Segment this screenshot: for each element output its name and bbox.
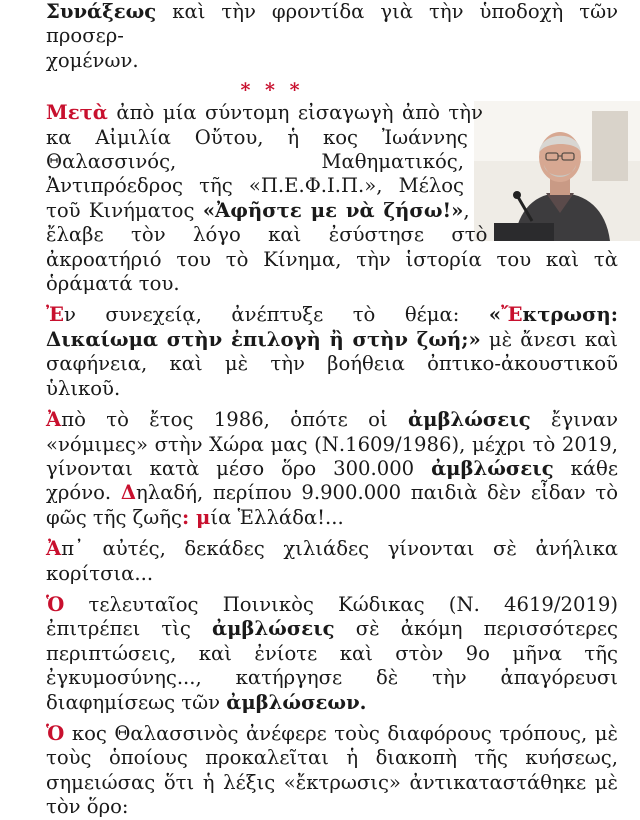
para3-text-2: ἔγιναν «νόμιμες» στὴν Χώρα μας (Ν.1609/1986), μέχρι τὸ 2019, γίνονται κατὰ μέσο ὅρο 300.000 xyxy=(46,408,618,480)
drop-lead: Ὁ xyxy=(46,592,65,616)
para4-text: π᾽ αὐτές, δεκάδες χιλιάδες γίνονται σὲ ἀνήλικα κορίτσια... xyxy=(46,537,618,585)
paragraph-topic xyxy=(46,303,618,401)
paragraph-gap xyxy=(46,586,618,593)
para3-text-4: ηλαδή, περίπου 9.900.000 παιδιὰ δὲν εἶδαν τὸ φῶς τῆς ζωῆς xyxy=(46,481,618,529)
quote-initial: Ἔ xyxy=(501,303,523,327)
speaker-photo-image xyxy=(474,101,640,241)
topic-title: κτρωση: Δικαίωμα στὴν ἐπιλογὴ ἢ στὴν ζωή;» xyxy=(46,303,618,351)
paragraph-statistics xyxy=(46,408,618,530)
red-initial: : μ xyxy=(182,505,211,529)
bold-term: ἀμβλώσεων. xyxy=(226,690,367,714)
drop-lead: Ὁ xyxy=(46,721,65,745)
drop-lead: Ἀ xyxy=(46,537,62,561)
speaker-photo xyxy=(474,101,640,241)
red-initial: Δ xyxy=(120,481,137,505)
drop-lead: Μετὰ xyxy=(46,101,108,125)
para3-text: πὸ τὸ ἔτος 1986, ὁπότε οἱ xyxy=(61,408,409,432)
para1-text-2: , ἔλαβε τὸν λόγο καὶ ἐσύστησε στὸ ἀκροατήριό του τὸ Κίνημα, τὴν ἱστορία του καὶ τὰ ὁράματά του. xyxy=(46,198,618,296)
article-column xyxy=(46,0,618,820)
paragraph-gap xyxy=(46,530,618,537)
para3-text-3: κάθε χρόνο. xyxy=(46,456,619,505)
paragraph-minors xyxy=(46,537,618,586)
bold-term: ἀμβλώσεις xyxy=(408,408,531,432)
drop-lead: Ἐ xyxy=(46,303,64,327)
top-bold: Συνάξεως xyxy=(46,0,157,23)
paragraph-gap xyxy=(46,715,618,722)
separator-stars: * * * xyxy=(240,79,304,102)
top-paragraph xyxy=(46,0,618,73)
bold-term: ἀμβλώσεις xyxy=(431,456,554,480)
para6-text: κος Θαλασσινὸς ἀνέφερε τοὺς διαφόρους τρόπους, μὲ τοὺς ὁποίους προκαλεῖται ἡ διακοπὴ τῆς κυήσεως, σημειώσας ὅτι ἡ λέξις «ἔκτρωσις» ἀντικαταστάθηκε μὲ τὸν ὅρο: xyxy=(46,721,618,819)
para5-text: τελευταῖος Ποινικὸς Κώδικας (Ν. 4619/2019) ἐπιτρέπει τὶς xyxy=(46,592,618,641)
paragraph-gap xyxy=(46,401,618,408)
paragraph-penal-code xyxy=(46,593,618,715)
para2-text: ν συνεχείᾳ, ἀνέπτυξε τὸ θέμα: xyxy=(63,303,489,327)
top-text-2: χομένων. xyxy=(46,48,139,72)
para3-text-5: ία Ἑλλάδα!... xyxy=(210,505,344,529)
para1-text: ἀπὸ μία σύντομη εἰσαγωγὴ ἀπὸ τὴν κα Αἰμιλία Οὔτου, ἡ κος Ἰωάννης Θαλασσινός, Μαθηματικός, Ἀντιπρόεδρος τῆς «Π.Ε.Φ.Ι.Π.», Μέλος τοῦ Κινήματος xyxy=(46,101,483,222)
top-text: καὶ τὴν φροντίδα γιὰ τὴν ὑποδοχὴ τῶν προσερ- xyxy=(46,0,618,48)
para2-text-2: μὲ ἄνεσι καὶ σαφήνεια, καὶ μὲ τὴν βοήθεια ὀπτικο-ἀκουστικοῦ ὑλικοῦ. xyxy=(46,327,618,400)
drop-lead: Ἀ xyxy=(46,408,62,432)
paragraph-gap xyxy=(46,296,618,303)
quote-open: « xyxy=(488,303,502,327)
movement-name: «Ἀφῆστε με νὰ ζήσω!» xyxy=(202,198,464,222)
para5-text-2: σὲ ἀκόμη περισσότερες περιπτώσεις, καὶ ἐνίοτε καὶ στὸν 9ο μῆνα τῆς ἐγκυμοσύνης..., κατήργησε δὲ τὴν ἀπαγόρευσι διαφημίσεως τῶν xyxy=(46,617,619,714)
bold-term: ἀμβλώσεις xyxy=(212,617,335,641)
paragraph-methods xyxy=(46,722,618,820)
